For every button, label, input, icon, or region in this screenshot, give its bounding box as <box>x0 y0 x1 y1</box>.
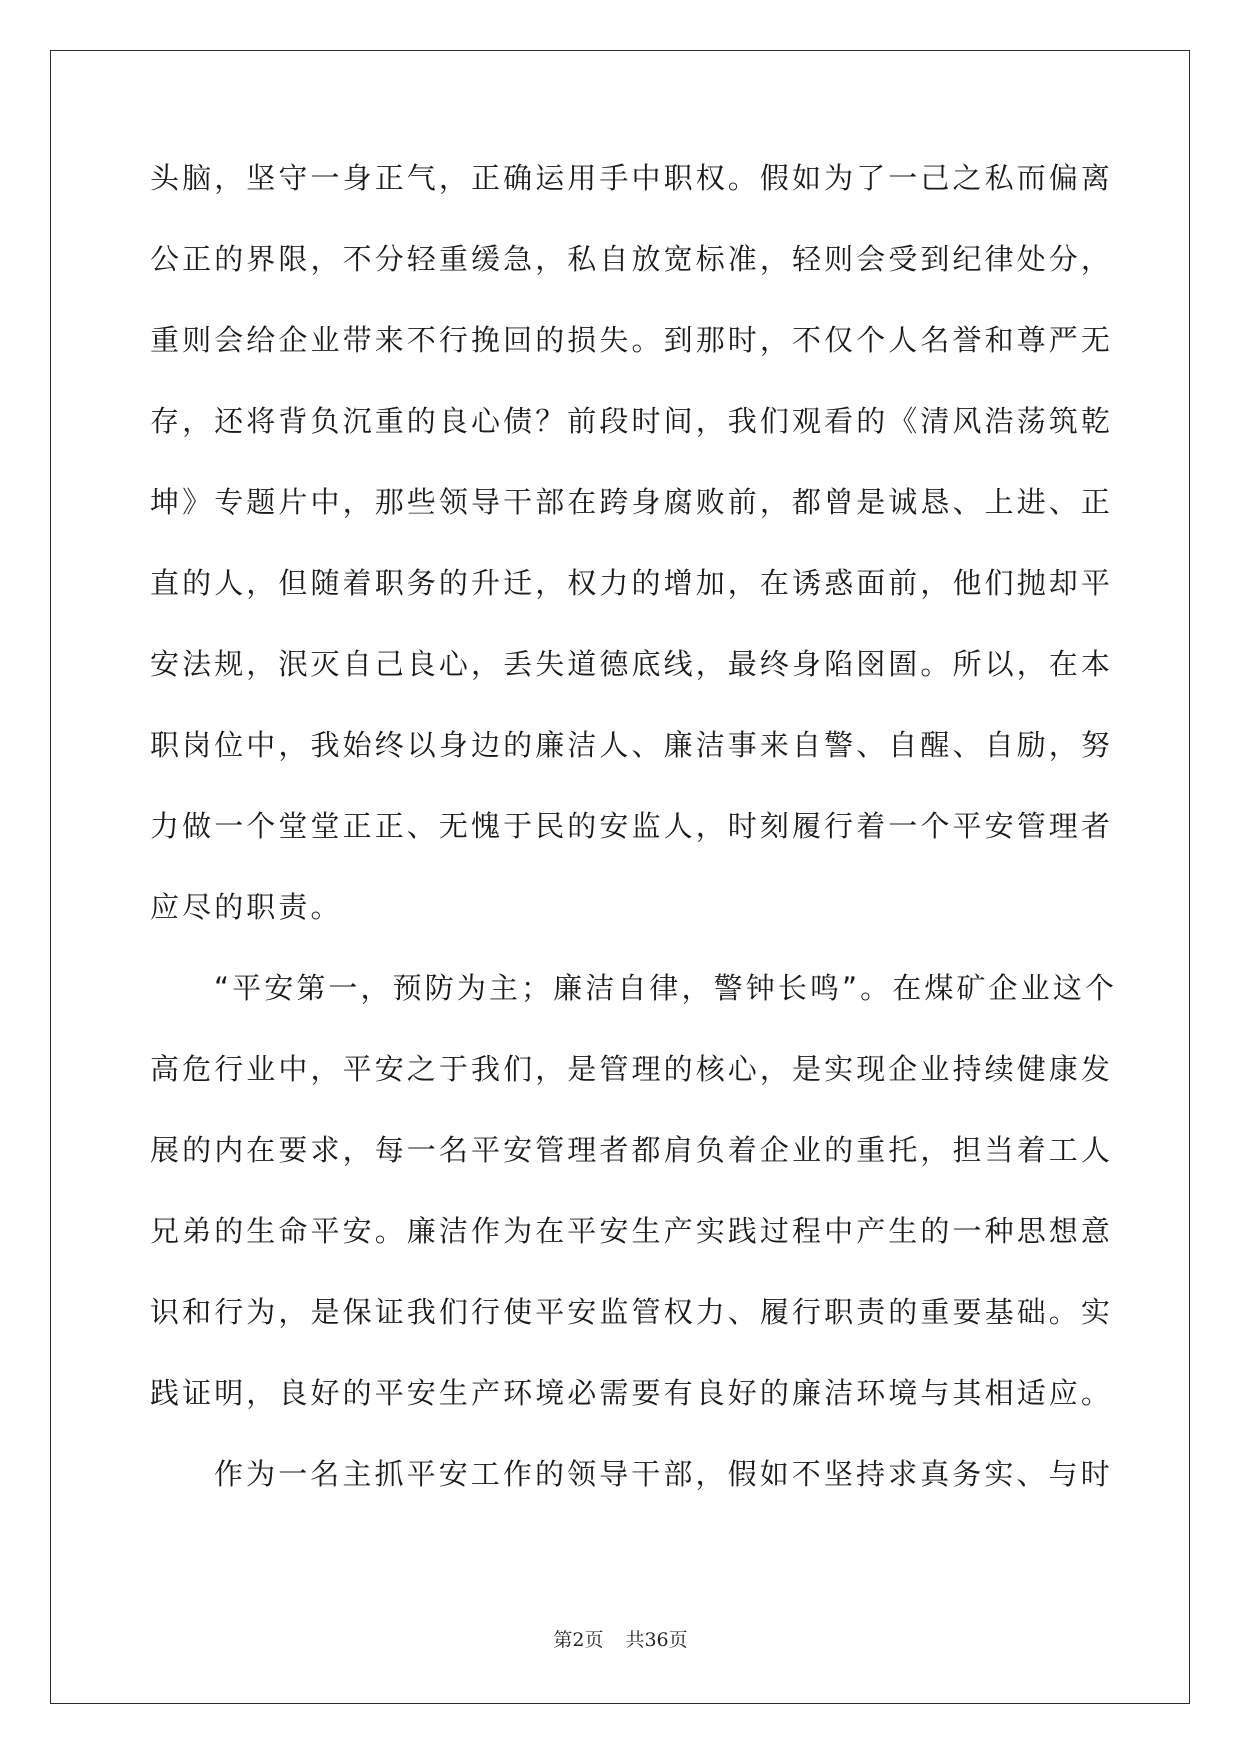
paragraph-first-line: 作为一名主抓平安工作的领导干部，假如不坚持求真务实、与时 <box>214 1457 1113 1491</box>
text-line: 存，还将背负沉重的良心债？前段时间，我们观看的《清风浩荡筑乾 <box>150 404 1114 438</box>
text-line: 职岗位中，我始终以身边的廉洁人、廉洁事来自警、自醒、自励，努 <box>150 728 1114 762</box>
page-number: 第2页 <box>553 1629 604 1651</box>
paragraph-first-line: “平安第一，预防为主；廉洁自律，警钟长鸣”。在煤矿企业这个 <box>214 971 1117 1005</box>
text-line: 头脑，坚守一身正气，正确运用手中职权。假如为了一己之私而偏离 <box>150 161 1114 195</box>
text-line: 识和行为，是保证我们行使平安监管权力、履行职责的重要基础。实 <box>150 1295 1114 1329</box>
text-line: 坤》专题片中，那些领导干部在跨身腐败前，都曾是诚恳、上进、正 <box>150 485 1114 519</box>
text-line: 高危行业中，平安之于我们，是管理的核心，是实现企业持续健康发 <box>150 1052 1114 1086</box>
text-line: 应尽的职责。 <box>150 890 343 924</box>
text-line: 直的人，但随着职务的升迁，权力的增加，在诱惑面前，他们抛却平 <box>150 566 1114 600</box>
text-line: 公正的界限，不分轻重缓急，私自放宽标准，轻则会受到纪律处分， <box>150 242 1114 276</box>
text-line: 展的内在要求，每一名平安管理者都肩负着企业的重托，担当着工人 <box>150 1133 1114 1167</box>
text-line: 重则会给企业带来不行挽回的损失。到那时，不仅个人名誉和尊严无 <box>150 323 1114 357</box>
page-footer <box>0 1625 1241 1652</box>
text-line: 兄弟的生命平安。廉洁作为在平安生产实践过程中产生的一种思想意 <box>150 1214 1114 1248</box>
text-line: 安法规，泯灭自己良心，丢失道德底线，最终身陷囹圄。所以，在本 <box>150 647 1114 681</box>
text-line: 力做一个堂堂正正、无愧于民的安监人，时刻履行着一个平安管理者 <box>150 809 1114 843</box>
total-pages: 共36页 <box>625 1629 688 1651</box>
document-body <box>150 158 1117 1535</box>
text-line: 践证明，良好的平安生产环境必需要有良好的廉洁环境与其相适应。 <box>150 1376 1114 1410</box>
